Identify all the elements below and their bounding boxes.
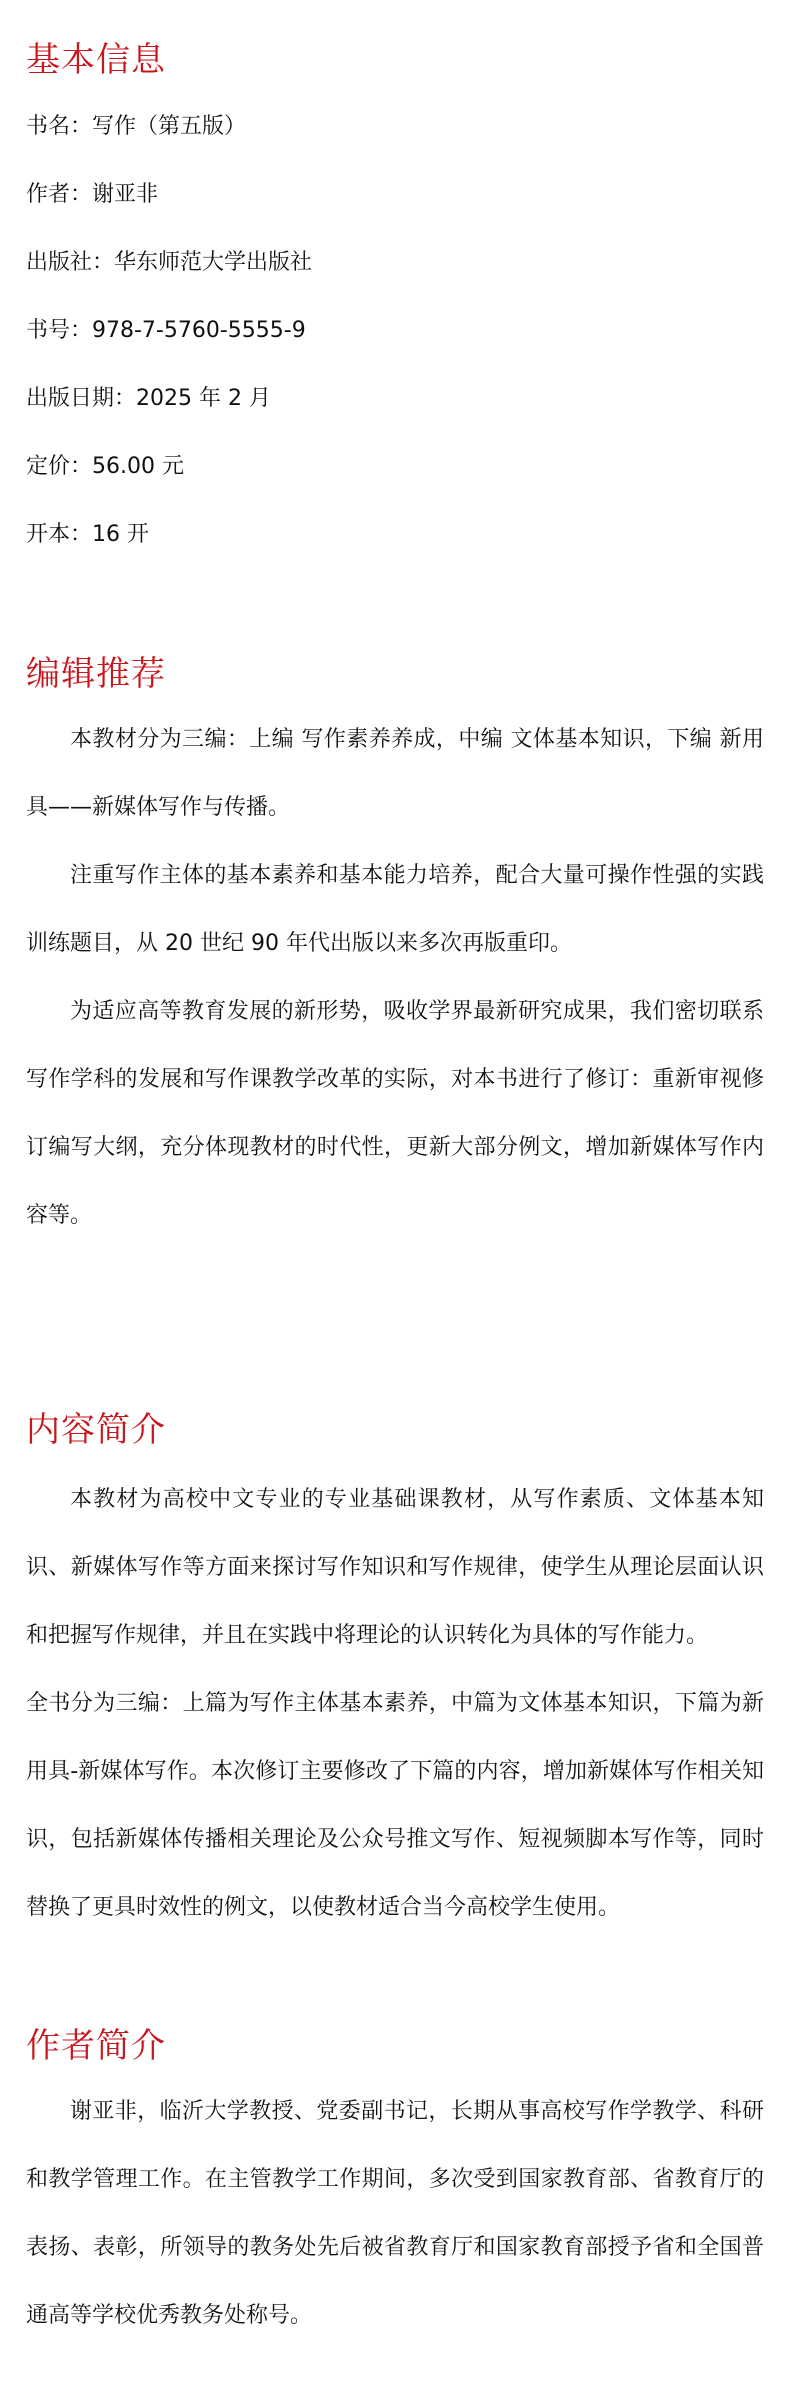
basic-info-list xyxy=(26,112,312,588)
section-title-basic-info: 基本信息 xyxy=(26,40,166,80)
author-paragraph: 谢亚非，临沂大学教授、党委副书记，长期从事高校写作学教学、科研和教学管理工作。在主管教学工作期间，多次受到国家教育部、省教育厅的表扬、表彰，所领导的教务处先后被省教育厅和国家教育部授予省和全国普通高等学校优秀教务处称号。 xyxy=(26,2099,764,2328)
info-author: 作者：谢亚非 xyxy=(26,182,159,207)
content-intro-body xyxy=(26,1466,764,1942)
info-publish-date: 出版日期：2025 年 2 月 xyxy=(26,386,271,411)
info-price: 定价：56.00 元 xyxy=(26,454,184,479)
section-title-author-intro: 作者简介 xyxy=(26,2026,166,2066)
editor-recommend-body xyxy=(26,706,764,1250)
intro-paragraph: 本教材为高校中文专业的专业基础课教材，从写作素质、文体基本知识、新媒体写作等方面来探讨写作知识和写作规律，使学生从理论层面认识和把握写作规律，并且在实践中将理论的认识转化为具体的写作能力。 xyxy=(26,1487,764,1648)
info-isbn: 书号：978-7-5760-5555-9 xyxy=(26,318,306,343)
info-format: 开本：16 开 xyxy=(26,522,149,547)
editor-paragraph: 为适应高等教育发展的新形势，吸收学界最新研究成果，我们密切联系写作学科的发展和写作课教学改革的实际，对本书进行了修订：重新审视修订编写大纲，充分体现教材的时代性，更新大部分例文，增加新媒体写作内容等。 xyxy=(26,999,764,1228)
editor-paragraph: 注重写作主体的基本素养和基本能力培养，配合大量可操作性强的实践训练题目，从 20 世纪 90 年代出版以来多次再版重印。 xyxy=(26,863,764,956)
section-title-content-intro: 内容简介 xyxy=(26,1410,166,1450)
editor-paragraph: 本教材分为三编：上编 写作素养养成，中编 文体基本知识，下编 新用具——新媒体写作与传播。 xyxy=(26,727,764,820)
section-title-editor-recommend: 编辑推荐 xyxy=(26,654,166,694)
intro-paragraph: 全书分为三编：上篇为写作主体基本素养，中篇为文体基本知识，下篇为新用具-新媒体写作。本次修订主要修改了下篇的内容，增加新媒体写作相关知识，包括新媒体传播相关理论及公众号推文写作、短视频脚本写作等，同时替换了更具时效性的例文，以使教材适合当今高校学生使用。 xyxy=(26,1691,764,1920)
info-publisher: 出版社：华东师范大学出版社 xyxy=(26,250,313,275)
info-book-title: 书名：写作（第五版） xyxy=(26,114,247,139)
author-intro-body xyxy=(26,2078,764,2350)
